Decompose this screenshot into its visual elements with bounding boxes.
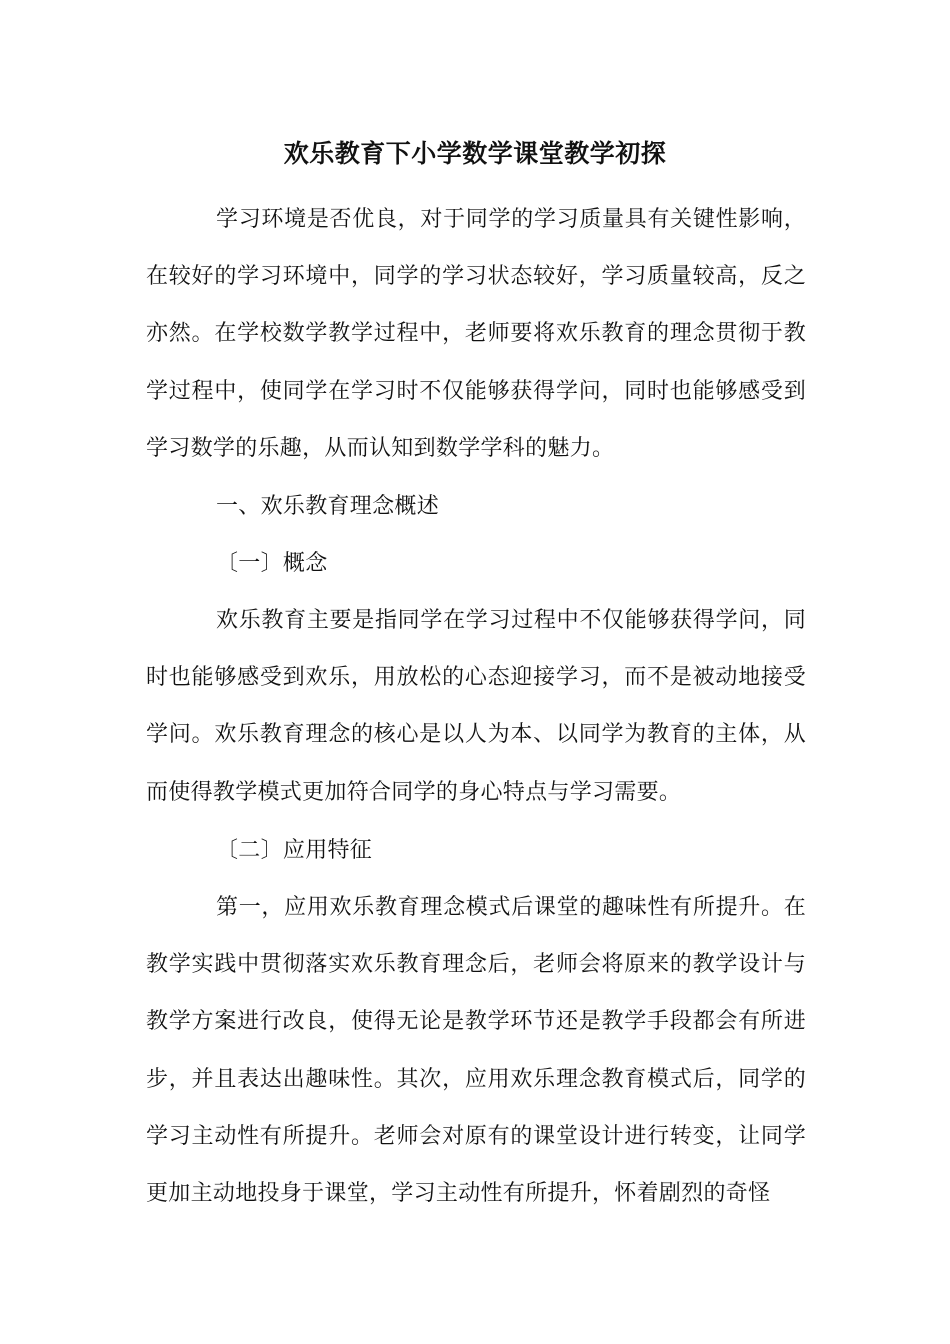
concept-paragraph: 欢乐教育主要是指同学在学习过程中不仅能够获得学问，同时也能够感受到欢乐，用放松的心态迎接学习，而不是被动地接受学问。欢乐教育理念的核心是以人为本、以同学为教育的主体，从而使得教学模式更加符合同学的身心特点与学习需要。 <box>146 608 806 805</box>
document-title: 欢乐教育下小学数学课堂教学初探 <box>283 139 667 168</box>
features-paragraph: 第一，应用欢乐教育理念模式后课堂的趣味性有所提升。在教学实践中贯彻落实欢乐教育理念后，老师会将原来的教学设计与教学方案进行改良，使得无论是教学环节还是教学手段都会有所进步，并且表达出趣味性。其次，应用欢乐理念教育模式后，同学的学习主动性有所提升。老师会对原有的课堂设计进行转变，让同学更加主动地投身于课堂，学习主动性有所提升，怀着剧烈的奇怪 <box>146 895 806 1207</box>
section-heading-overview: 一、欢乐教育理念概述 <box>216 494 440 519</box>
subsection-heading-concept: 〔一〕概念 <box>216 551 328 576</box>
intro-paragraph: 学习环境是否优良，对于同学的学习质量具有关键性影响，在较好的学习环境中，同学的学习状态较好，学习质量较高，反之亦然。在学校数学教学过程中，老师要将欢乐教育的理念贯彻于教学过程中，使同学在学习时不仅能够获得学问，同时也能够感受到学习数学的乐趣，从而认知到数学学科的魅力。 <box>146 207 806 461</box>
subsection-heading-features: 〔二〕应用特征 <box>216 838 373 863</box>
